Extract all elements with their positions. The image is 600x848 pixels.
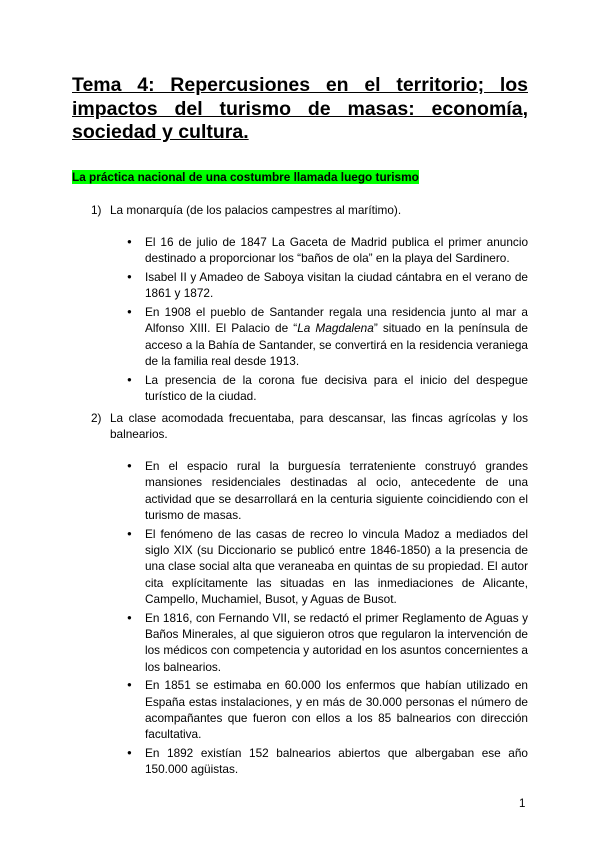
section-1-heading: La monarquía (de los palacios campestres al marítimo). [110,203,402,217]
section-1 [91,202,528,218]
bullet-text: En 1851 se estimaba en 60.000 los enfermos que habían utilizado en España estas instalaciones, y en más de 30.000 personas el número de acompañantes que fueron con ellos a los 85 balnearios con dirección facultativa. [145,678,528,742]
section-2-number: 2) [91,411,102,425]
bullet-text: ” situado en la península de acceso a la Bahía de Santander, se convertirá en la residencia veraniega de la familia real desde 1913. [145,321,528,369]
page-number: 1 [519,798,526,810]
section-subtitle [72,170,419,185]
bullet-item [145,458,528,523]
bullet-text: En 1908 el pueblo de Santander regala una residencia junto al mar a Alfonso XIII. El Palacio de “ [145,305,528,336]
bullet-text: En 1892 existían 152 balnearios abiertos que albergaban ese año 150.000 agüistas. [145,746,528,777]
bullet-item [145,269,528,302]
bullet-item [145,372,528,405]
bullet-item [145,234,528,267]
bullet-text: La presencia de la corona fue decisiva para el inicio del despegue turístico de la ciudad. [145,372,528,404]
bullet-text: En 1816, con Fernando VII, se redactó el primer Reglamento de Aguas y Baños Minerales, al que siguieron otros que regularon la intervención de los médicos con competencia y autoridad en los asuntos concernientes a los balnearios. [145,610,528,674]
bullet-text: El 16 de julio de 1847 La Gaceta de Madrid publica el primer anuncio destinado a proporcionar los “baños de ola” en la playa del Sardinero. [145,235,528,266]
bullet-text: El fenómeno de las casas de recreo lo vincula Madoz a mediados del siglo XIX (su Diccionario se publicó entre 1846-1850) a la presencia de una clase social alta que veraneaba en quintas de su propiedad. El autor cita explícitamente las situadas en las inmediaciones de Alicante, Campello, Muchamiel, Busot, y Aguas de Busot. [145,526,528,606]
bullet-text: En el espacio rural la burguesía terrateniente construyó grandes mansiones residenciales destinadas al ocio, antecedente de una actividad que se desarrollará en la centuria siguiente coincidiendo con el turismo de masas. [145,459,528,522]
bullet-item [145,304,528,369]
bullet-italic-text: La Magdalena [297,321,374,336]
section-2-heading: La clase acomodada frecuentaba, para descansar, las fincas agrícolas y los balnearios. [110,411,528,442]
bullet-item [145,677,528,742]
bullet-text: Isabel II y Amadeo de Saboya visitan la ciudad cántabra en el verano de 1861 y 1872. [145,270,528,301]
bullet-item [145,526,528,607]
document-title: Tema 4: Repercusiones en el territorio; los impactos del turismo de masas: economía, sociedad y cultura. [72,74,528,143]
section-1-number: 1) [91,203,102,217]
section-2 [91,410,528,443]
bullet-item [145,610,528,675]
bullet-item [145,745,528,778]
section-1-bullets [145,234,528,407]
section-2-bullets [145,458,528,780]
subtitle-highlight: La práctica nacional de una costumbre llamada luego turismo [72,170,419,184]
